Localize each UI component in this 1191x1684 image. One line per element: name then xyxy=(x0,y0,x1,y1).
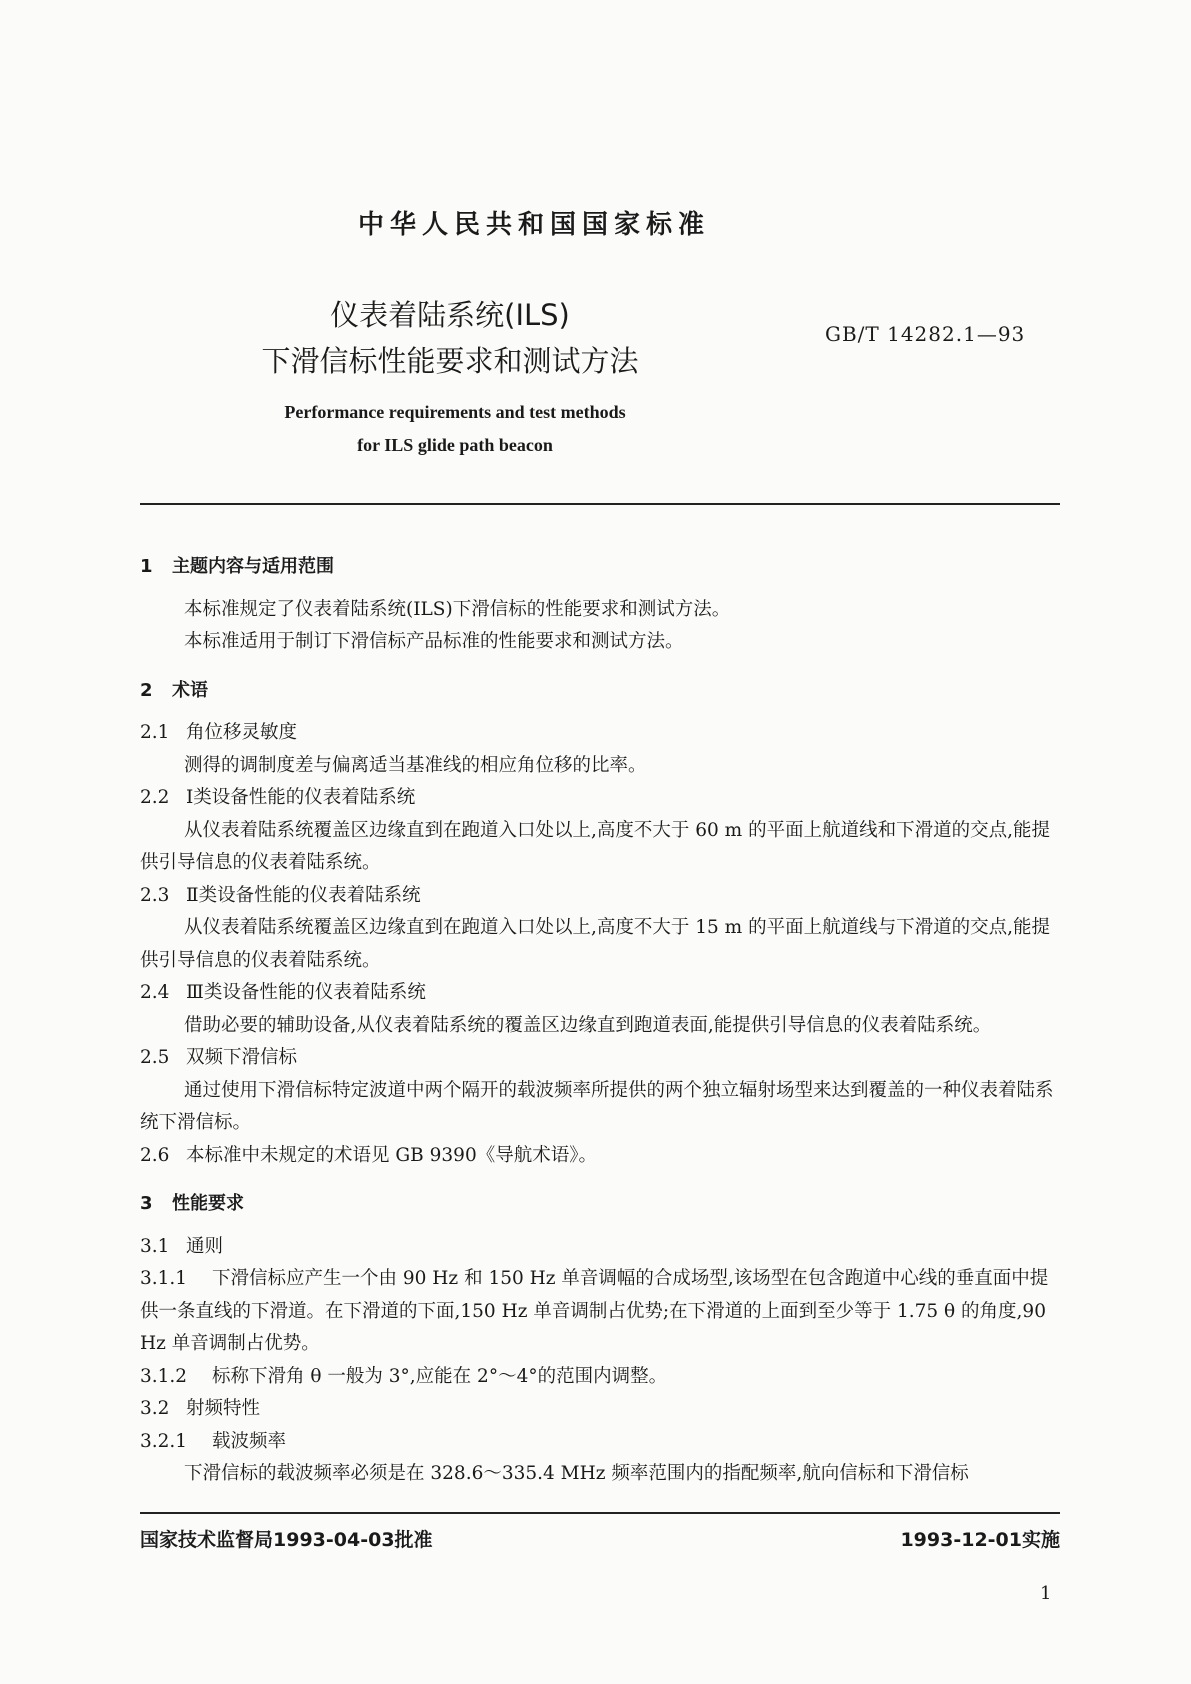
term-definition: 从仪表着陆系统覆盖区边缘直到在跑道入口处以上,高度不大于 15 m 的平面上航道线与下滑道的交点,能提供引导信息的仪表着陆系统。 xyxy=(140,917,1050,971)
term-2-5 xyxy=(140,1042,1060,1075)
term-title: 双频下滑信标 xyxy=(186,1047,298,1068)
term-2-4 xyxy=(140,977,1060,1010)
term-definition: 通过使用下滑信标特定波道中两个隔开的载波频率所提供的两个独立辐射场型来达到覆盖的一种仪表着陆系统下滑信标。 xyxy=(140,1079,1054,1133)
section-title: 术语 xyxy=(172,679,208,701)
document-body xyxy=(140,545,1060,1491)
clause-title: 射频特性 xyxy=(186,1398,261,1419)
term-2-2 xyxy=(140,782,1060,815)
section-1-heading xyxy=(140,551,1060,584)
term-definition: 从仪表着陆系统覆盖区边缘直到在跑道入口处以上,高度不大于 60 m 的平面上航道线和下滑道的交点,能提供引导信息的仪表着陆系统。 xyxy=(140,819,1050,873)
clause-text: 下滑信标的载波频率必须是在 328.6～335.4 MHz 频率范围内的指配频率,航向信标和下滑信标 xyxy=(184,1463,969,1484)
clause-text: 本标准中未规定的术语见 GB 9390《导航术语》。 xyxy=(186,1144,597,1166)
section-2-heading xyxy=(140,675,1060,708)
clause-title: 通则 xyxy=(186,1235,224,1257)
section-title: 性能要求 xyxy=(172,1193,244,1214)
national-standard-heading: 中华人民共和国国家标准 xyxy=(357,210,710,240)
clause-3-2-1 xyxy=(140,1426,1060,1459)
clause-3-1-2 xyxy=(140,1361,1060,1394)
term-2-1 xyxy=(140,717,1060,750)
term-definition: 借助必要的辅助设备,从仪表着陆系统的覆盖区边缘直到跑道表面,能提供引导信息的仪表着陆系统。 xyxy=(184,1014,992,1036)
clause-3-1 xyxy=(140,1231,1060,1264)
clause-number: 2.4 xyxy=(140,982,170,1003)
term-2-6 xyxy=(140,1140,1060,1173)
paragraph: 本标准规定了仪表着陆系统(ILS)下滑信标的性能要求和测试方法。 xyxy=(184,598,731,620)
clause-number: 3.1 xyxy=(140,1235,170,1257)
clause-number: 2.5 xyxy=(140,1047,170,1068)
clause-number: 3.1.2 xyxy=(140,1365,188,1387)
approval-date: 国家技术监督局1993-04-03批准 xyxy=(140,1529,433,1551)
clause-text: 下滑信标应产生一个由 90 Hz 和 150 Hz 单音调幅的合成场型,该场型在包含跑道中心线的垂直面中提供一条直线的下滑道。在下滑道的下面,150 Hz 单音调制占优势;在下滑道的上面到至少等于 1.75 θ 的角度,90 Hz 单音调制占优势。 xyxy=(140,1268,1049,1354)
section-number: 3 xyxy=(140,1193,153,1214)
section-number: 2 xyxy=(140,679,153,701)
english-title-line-1: Performance requirements and test methods xyxy=(284,402,626,422)
clause-number: 3.1.1 xyxy=(140,1268,188,1289)
term-definition: 测得的调制度差与偏离适当基准线的相应角位移的比率。 xyxy=(184,754,647,776)
implementation-date: 1993-12-01实施 xyxy=(900,1529,1060,1551)
term-title: 角位移灵敏度 xyxy=(186,722,298,743)
standard-code: GB/T 14282.1—93 xyxy=(825,322,1026,346)
clause-title: 载波频率 xyxy=(212,1430,287,1452)
clause-3-2 xyxy=(140,1393,1060,1426)
clause-text: 标称下滑角 θ 一般为 3°,应能在 2°～4°的范围内调整。 xyxy=(212,1365,668,1387)
section-3-heading xyxy=(140,1188,1060,1221)
bottom-divider xyxy=(140,1512,1060,1514)
title-line-1: 仪表着陆系统(ILS) xyxy=(330,298,570,332)
term-title: Ⅲ类设备性能的仪表着陆系统 xyxy=(186,982,426,1003)
english-title xyxy=(220,396,690,462)
clause-number: 3.2.1 xyxy=(140,1430,188,1452)
term-2-3 xyxy=(140,880,1060,913)
clause-number: 3.2 xyxy=(140,1398,170,1419)
page-number: 1 xyxy=(1040,1583,1052,1604)
section-number: 1 xyxy=(140,556,153,577)
paragraph: 本标准适用于制订下滑信标产品标准的性能要求和测试方法。 xyxy=(184,631,684,652)
term-title: Ⅰ类设备性能的仪表着陆系统 xyxy=(186,787,416,808)
english-title-line-2: for ILS glide path beacon xyxy=(357,435,553,455)
clause-number: 2.2 xyxy=(140,787,170,808)
top-divider xyxy=(140,503,1060,505)
clause-number: 2.3 xyxy=(140,884,170,906)
clause-number: 2.6 xyxy=(140,1144,170,1166)
title-line-2: 下滑信标性能要求和测试方法 xyxy=(261,344,639,378)
document-title xyxy=(200,292,700,384)
section-title: 主题内容与适用范围 xyxy=(172,556,334,577)
term-title: Ⅱ类设备性能的仪表着陆系统 xyxy=(186,884,421,906)
clause-number: 2.1 xyxy=(140,722,170,743)
clause-3-1-1 xyxy=(140,1263,1060,1361)
